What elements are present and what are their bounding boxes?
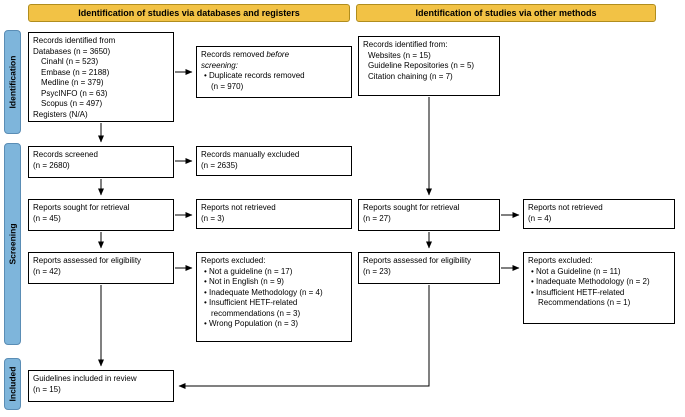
- text-line: Records manually excluded: [201, 150, 300, 159]
- text-line: (n = 970): [211, 81, 244, 91]
- text-line: screening:: [201, 60, 238, 70]
- text-line: (n = 42): [33, 266, 61, 276]
- text-line: Records identified from:: [363, 40, 448, 49]
- text-line: • Inadequate Methodology (n = 4): [204, 287, 323, 297]
- text-line: Reports assessed for eligibility: [363, 256, 472, 265]
- text-line: (n = 27): [363, 213, 391, 223]
- box-reports-sought-databases: [28, 199, 174, 231]
- box-records-identified-other: [358, 36, 500, 96]
- stage-label-identification-text: Identification: [7, 55, 18, 109]
- text-line: (n = 15): [33, 384, 61, 394]
- text-line: Guidelines included in review: [33, 374, 137, 383]
- text-segment: Records removed: [201, 50, 267, 59]
- text-line: Citation chaining (n = 7): [368, 71, 453, 81]
- text-line: Embase (n = 2188): [41, 67, 110, 77]
- header-other-methods: [356, 4, 656, 22]
- stage-label-included-text: Included: [7, 366, 18, 402]
- text-line: Registers (N/A): [33, 109, 88, 119]
- text-segment-italic: before: [266, 50, 290, 59]
- text-line: • Duplicate records removed: [204, 71, 305, 80]
- box-records-manually-excluded: [196, 146, 352, 176]
- text-line: Reports not retrieved: [201, 203, 276, 212]
- text-line: Reports excluded:: [201, 256, 266, 265]
- box-reports-excluded-other: [523, 252, 675, 324]
- text-line: • Wrong Population (n = 3): [204, 319, 299, 328]
- text-line: Websites (n = 15): [368, 50, 431, 60]
- text-line: (n = 4): [528, 213, 552, 223]
- text-line: • Not a guideline (n = 17): [204, 266, 293, 276]
- box-records-identified-databases: [28, 32, 174, 122]
- box-reports-not-retrieved-other: [523, 199, 675, 229]
- box-records-removed: [196, 46, 352, 98]
- text-line: [201, 50, 347, 61]
- text-line: Databases (n = 3650): [33, 46, 111, 56]
- text-line: • Insufficient HETF-related Recommendations (n = 1): [531, 287, 631, 307]
- stage-label-screening-text: Screening: [7, 223, 18, 265]
- text-line: (n = 23): [363, 266, 391, 276]
- stage-label-identification: [4, 30, 21, 134]
- text-line: Reports not retrieved: [528, 203, 603, 212]
- box-guidelines-included: [28, 370, 174, 402]
- stage-label-screening: [4, 143, 21, 345]
- text-line: Reports sought for retrieval: [363, 203, 460, 212]
- text-line: • Insufficient HETF-related recommendations (n = 3): [204, 298, 301, 318]
- text-line: Reports assessed for eligibility: [33, 256, 142, 265]
- text-line: (n = 2680): [33, 160, 70, 170]
- box-reports-assessed-databases: [28, 252, 174, 284]
- stage-label-included: [4, 358, 21, 410]
- text-line: Reports excluded:: [528, 256, 593, 265]
- text-line: Cinahl (n = 523): [41, 57, 99, 66]
- text-line: Medline (n = 379): [41, 78, 104, 87]
- text-line: (n = 2635): [201, 160, 238, 170]
- box-records-screened: [28, 146, 174, 178]
- box-reports-sought-other: [358, 199, 500, 231]
- text-line: (n = 45): [33, 213, 61, 223]
- text-line: Records identified from: [33, 36, 116, 45]
- header-databases-registers-label: Identification of studies via databases and registers: [78, 8, 300, 18]
- header-other-methods-label: Identification of studies via other methods: [415, 8, 597, 18]
- text-line: Reports sought for retrieval: [33, 203, 130, 212]
- header-databases-registers: [28, 4, 350, 22]
- text-line: Scopus (n = 497): [41, 99, 103, 108]
- text-line: Guideline Repositories (n = 5): [368, 61, 475, 70]
- text-line: • Inadequate Methodology (n = 2): [531, 277, 650, 286]
- box-reports-not-retrieved-databases: [196, 199, 352, 229]
- text-line: • Not a Guideline (n = 11): [531, 266, 621, 276]
- text-line: (n = 3): [201, 213, 225, 223]
- box-reports-excluded-databases: [196, 252, 352, 342]
- text-line: PsycINFO (n = 63): [41, 88, 108, 98]
- text-line: • Not in English (n = 9): [204, 277, 284, 286]
- box-reports-assessed-other: [358, 252, 500, 284]
- text-line: Records screened: [33, 150, 98, 159]
